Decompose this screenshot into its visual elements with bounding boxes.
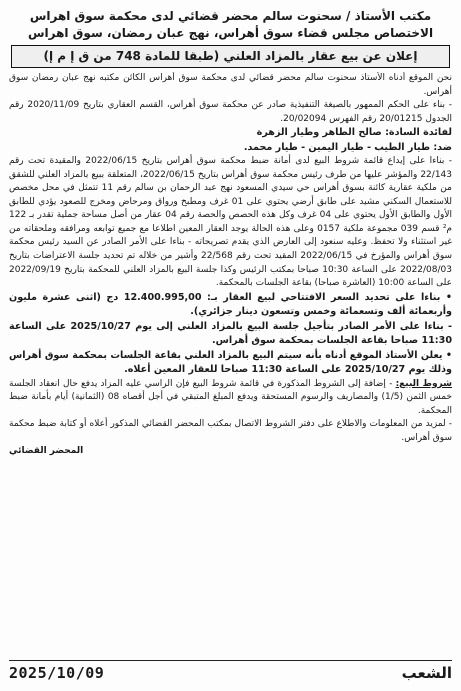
postponement-paragraph: - بناءا على الأمر الصادر بتأجيل جلسة البيع بالمزاد العلني إلى يوم 2025/10/27 على الساعة 11:30 صباحا بقاعة الجلسات بمحكمة سوق أهراس. xyxy=(9,320,452,347)
sale-announcement-paragraph: • يعلن الأستاذ الموقع أدناه بأنه سيتم البيع بالمزاد العلني بقاعة الجلسات بمحكمة سوق أهراس وذلك يوم 2025/10/27 على الساعة 11:30 صباحا للعقار المعين أعلاه. xyxy=(9,349,452,376)
office-header-line2: الاختصاص مجلس قضاء سوق أهراس، نهج عبان رمضان، سوق اهراس xyxy=(27,26,434,40)
info-paragraph: - لمزيد من المعلومات والاطلاع على دفتر الشروط الاتصال بمكتب المحضر القضائي المذكور أعلاه أو كتابة ضبط محكمة سوق أهراس. xyxy=(9,419,452,443)
opening-price-paragraph: • بناءا على تحديد السعر الافتتاحي لبيع العقار بـ: 12.400.995,00 دج (اثنى عشرة مليون وأربعمائة ألف وتسعمائة وخمس وتسعون دينار جزائري). xyxy=(9,291,452,318)
intro-paragraph: نحن الموقع أدناه الأستاذ سحنوت سالم محضر قضائي لدى محكمة سوق أهراس الكائن مكتبه نهج عبان رمضان سوق أهراس. xyxy=(9,73,452,97)
publication-date: 2025/10/09 xyxy=(9,664,105,682)
notice-title-banner: إعلان عن بيع عقار بالمزاد العلني (طبقا للمادة 748 من ق إ م إ) xyxy=(11,45,450,68)
notice-body xyxy=(9,72,452,458)
conditions-title: شروط البيع: xyxy=(395,378,452,389)
beneficiaries-line: لفائدة السادة: صالح الطاهر وطيار الزهرة xyxy=(256,127,452,139)
office-header-line1: مكتب الأستاذ / سحنوت سالم محضر قضائي لدى محكمة سوق اهراس xyxy=(29,9,432,23)
conditions-paragraph xyxy=(9,378,452,419)
signer-label: المحضر القضائي xyxy=(9,446,84,457)
publication-footer xyxy=(9,660,452,685)
defendants-line: ضد: طيار الطيب - طيار اليمين - طيار محمد. xyxy=(243,141,452,153)
property-description-paragraph: - بناءا على إيداع قائمة شروط البيع لدى أمانة ضبط محكمة سوق أهراس بتاريخ 2022/06/15 والمقيدة تحت رقم 22/143 والمؤشر عليها من طرف رئيس محكمة سوق أهراس بتاريخ 2022/06/15، المتعلقة ببيع بالمزاد العلني للشقق من ملكية عقارية كائنة بسوق أهراس حي سيدي المسعود نهج عبد الرحمان بن سالم رقم 11 تتمثل في محل مخصص للاستعمال السكني مشيد على طابق أرضي يحتوي على 01 غرف ومطبخ ورواق ومرحاض ومخرج للصعود يؤدي للطابق الأول والطابق الأول يحتوي على 04 غرف وكل هذه الحصص والحصة رقم 04 عقار من أصل مساحة جملية تقدر بـ 122 م² قسم 039 مجموعة ملكية 0157 وعلى هذه الحالة يوجد العقار المعين اطلاعا مع جميع توابعه ومرافقه وملحقاته من غير استثناء ولا تحفظ. وعليه سنعود إلى العارض الذي يقدم تصريحاته - بناءا على الأمر الصادر عن السيد رئيس محكمة سوق أهراس والمؤرخ في 2022/06/15 المقيد تحت رقم 22/568 وأشير من خلاله تم تحديد جلسة الاعتراضات بتاريخ 2022/08/03 على الساعة 10:30 صباحا بمكتب الرئيس وكذا جلسة البيع بالمزاد العلني للمحكمة بتاريخ 2022/09/19 على الساعة 10:00 (العاشرة صباحا) بقاعة الجلسات بالمحكمة. xyxy=(9,156,452,289)
publication-name: الشعب xyxy=(401,664,452,682)
conditions-text: - إضافة إلى الشروط المذكورة في قائمة شروط البيع فإن الراسي عليه المزاد يدفع حال انعقاد الجلسة خمس الثمن (1/5) والمصاريف والرسوم المستحقة ويدفع المبلغ المتبقي في أجل أقصاه 08 (الثمانية) أيام بأمانة ضبط المحكمة. xyxy=(9,378,452,416)
judgment-paragraph: - بناء على الحكم الممهور بالصيغة التنفيذية صادر عن محكمة سوق أهراس، القسم العقاري بتاريخ 2020/11/09 رقم الجدول 20/01215 رقم الفهرس 20/02094. xyxy=(9,100,452,124)
